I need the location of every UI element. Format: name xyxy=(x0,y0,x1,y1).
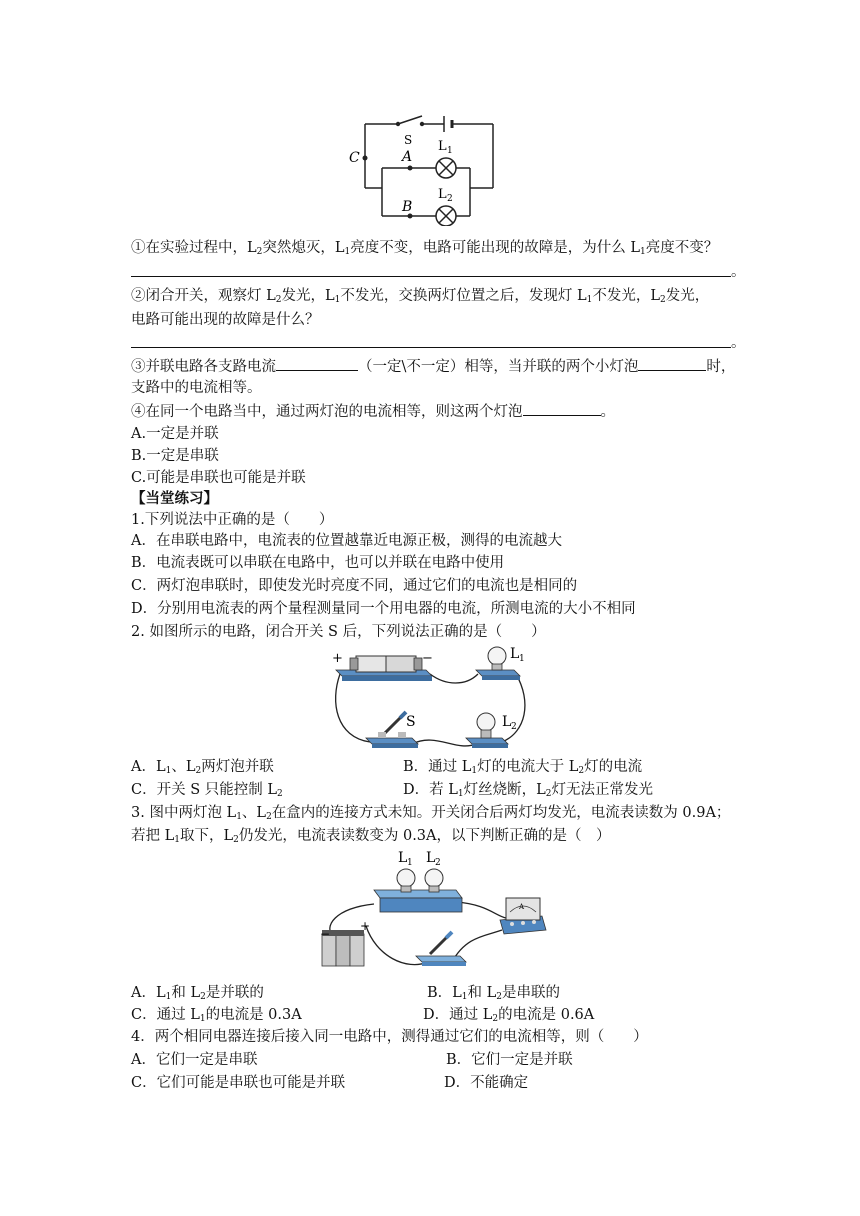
practice-4-option-d[interactable]: D．不能确定 xyxy=(444,1075,529,1091)
point-b-label: B xyxy=(402,199,413,215)
point-c-label: C xyxy=(349,150,360,166)
practice-3-option-b[interactable]: B．$L_1$和 $L_2$是串联的 xyxy=(427,985,561,1002)
fig2-l1-label: L xyxy=(510,646,520,662)
blank-3a[interactable] xyxy=(276,356,358,371)
lamp-l1-label: L xyxy=(438,139,447,154)
fig2-l2-label: L xyxy=(502,714,512,730)
fig3-minus-label: − xyxy=(320,927,331,941)
lamp-l1-sub: 1 xyxy=(447,146,453,156)
answer-1-end: 。 xyxy=(731,264,746,280)
question-1-text: ①在实验过程中，$L_2$突然熄灭，$L_1$亮度不变，电路可能出现的故障是，为什么 $L_1$亮度不变？ xyxy=(131,240,719,257)
fig3-l1-label: L xyxy=(398,850,408,866)
practice-1-option-b[interactable]: B．电流表既可以串联在电路中，也可以并联在电路中使用 xyxy=(131,555,505,571)
question-2-line2: 电路可能出现的故障是什么？ xyxy=(131,312,320,328)
fig3-l1-sub: 1 xyxy=(407,858,413,868)
practice-2-stem: 2. 如图所示的电路，闭合开关 S 后，下列说法正确的是（ ） xyxy=(131,624,546,640)
question-3-line2: 支路中的电流相等。 xyxy=(131,380,262,396)
ammeter-a-label: A xyxy=(519,903,525,911)
practice-3-stem-line2: 若把 $L_1$取下，$L_2$仍发光，电流表读数变为 0.3A，以下判断正确的是（ ） xyxy=(131,828,611,845)
practice-2-option-c[interactable]: C．开关 S 只能控制 $L_2$ xyxy=(131,782,283,799)
parallel-circuit-diagram xyxy=(340,108,510,226)
practice-2-option-a[interactable]: A．$L_1$、$L_2$两灯泡并联 xyxy=(131,759,274,776)
point-a-label: A xyxy=(402,149,413,165)
circuit-photo-figure-2 xyxy=(326,642,532,754)
fig2-l2-sub: 2 xyxy=(511,722,517,732)
practice-4-option-c[interactable]: C．它们可能是串联也可能是并联 xyxy=(131,1075,346,1091)
practice-2-option-d[interactable]: D．若 $L_1$灯丝烧断，$L_2$灯无法正常发光 xyxy=(403,782,653,799)
question-3-text: ③并联电路各支路电流 （一定\不一定）相等，当并联的两个小灯泡 时， xyxy=(131,356,735,377)
fig3-plus-label: + xyxy=(360,919,371,933)
switch-s-label: S xyxy=(404,133,413,147)
battery-minus-label: − xyxy=(422,651,433,666)
practice-3-option-c[interactable]: C．通过 $L_1$的电流是 0.3A xyxy=(131,1007,302,1024)
practice-1-stem: 1.下列说法中正确的是（ ） xyxy=(131,512,334,528)
battery-plus-label: + xyxy=(332,651,343,666)
question-4-option-b[interactable]: B.一定是串联 xyxy=(131,448,219,464)
practice-3-option-d[interactable]: D．通过 $L_2$的电流是 0.6A xyxy=(423,1007,595,1024)
answer-2-end: 。 xyxy=(731,335,746,351)
practice-3-stem-line1: 3. 图中两灯泡 $L_1$、$L_2$在盒内的连接方式未知。开关闭合后两灯均发光，电流表读数为 0.9A； xyxy=(131,805,731,822)
lamp-l2-label: L xyxy=(438,187,447,202)
practice-1-option-c[interactable]: C．两灯泡串联时，即使发光时亮度不同，通过它们的电流也是相同的 xyxy=(131,578,578,594)
fig2-l1-sub: 1 xyxy=(519,654,525,664)
blank-3b[interactable] xyxy=(638,356,706,371)
fig3-l2-label: L xyxy=(426,850,436,866)
question-4-option-a[interactable]: A.一定是并联 xyxy=(131,426,219,442)
answer-line-2[interactable] xyxy=(131,347,731,348)
answer-line-1[interactable] xyxy=(131,276,731,277)
fig2-switch-label: S xyxy=(406,714,416,730)
question-4-text: ④在同一个电路当中，通过两灯泡的电流相等，则这两个灯泡 。 xyxy=(131,401,615,422)
blank-4[interactable] xyxy=(523,401,601,416)
practice-1-option-d[interactable]: D．分别用电流表的两个量程测量同一个用电器的电流，所测电流的大小不相同 xyxy=(131,601,636,617)
practice-1-option-a[interactable]: A．在串联电路中，电流表的位置越靠近电源正极，测得的电流越大 xyxy=(131,533,562,549)
practice-3-option-a[interactable]: A．$L_1$和 $L_2$是并联的 xyxy=(131,985,264,1002)
question-2-text: ②闭合开关，观察灯 $L_2$发光，$L_1$不发光，交换两灯位置之后，发现灯 $L_1$不发光，$L_2$发光， xyxy=(131,288,710,305)
circuit-photo-figure-3 xyxy=(316,846,556,974)
section-title: 【当堂练习】 xyxy=(131,490,218,507)
practice-4-option-b[interactable]: B．它们一定是并联 xyxy=(446,1052,573,1068)
practice-4-stem: 4．两个相同电器连接后接入同一电路中，测得通过它们的电流相等，则（ ） xyxy=(131,1029,648,1045)
practice-2-option-b[interactable]: B．通过 $L_1$灯的电流大于 $L_2$灯的电流 xyxy=(403,759,643,776)
fig3-l2-sub: 2 xyxy=(435,858,441,868)
lamp-l2-sub: 2 xyxy=(447,194,453,204)
question-4-option-c[interactable]: C.可能是串联也可能是并联 xyxy=(131,470,306,486)
practice-4-option-a[interactable]: A．它们一定是串联 xyxy=(131,1052,258,1068)
